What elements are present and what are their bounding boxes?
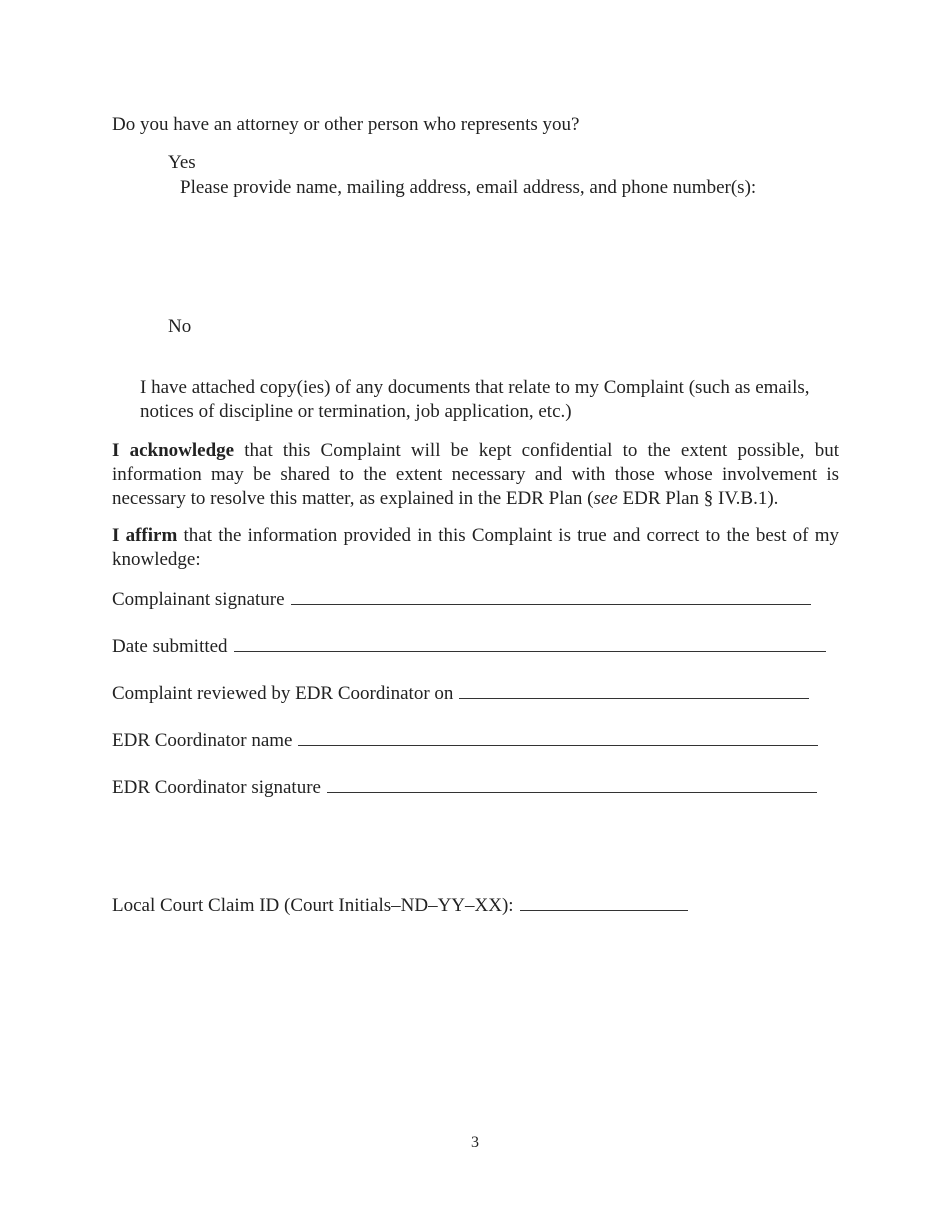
acknowledge-text-before: that this Complaint will be kept confidential to the extent possible, but information may be shared to the extent necessary and with those whose involvement is necessary to resolve this matter, as explained in the EDR Plan (: [112, 440, 839, 509]
date-submitted-line[interactable]: [234, 633, 826, 652]
affirm-text: that the information provided in this Complaint is true and correct to the best of my knowledge:: [112, 525, 839, 570]
acknowledge-italic: see: [593, 488, 618, 509]
representative-details-area[interactable]: [180, 205, 840, 305]
no-option[interactable]: No: [168, 316, 192, 337]
reviewed-on-line[interactable]: [459, 680, 809, 699]
coordinator-name-label: EDR Coordinator name: [112, 730, 293, 751]
complainant-signature-label: Complainant signature: [112, 589, 285, 610]
coordinator-name-line[interactable]: [298, 727, 818, 746]
coordinator-signature-label: EDR Coordinator signature: [112, 777, 321, 798]
claim-id-field[interactable]: [112, 892, 688, 918]
claim-id-label: Local Court Claim ID (Court Initials–ND–YY–XX):: [112, 895, 514, 916]
coordinator-name-field[interactable]: [112, 727, 818, 753]
yes-option[interactable]: Yes: [168, 152, 196, 173]
complainant-signature-line[interactable]: [291, 586, 811, 605]
acknowledge-paragraph: [112, 439, 839, 511]
acknowledge-lead: I acknowledge: [112, 440, 235, 461]
reviewed-on-field[interactable]: [112, 680, 809, 706]
coordinator-signature-field[interactable]: [112, 774, 817, 800]
reviewed-on-label: Complaint reviewed by EDR Coordinator on: [112, 683, 454, 704]
claim-id-line[interactable]: [520, 892, 688, 911]
attachments-statement[interactable]: I have attached copy(ies) of any documents that relate to my Complaint (such as emails, notices of discipline or termination, job application, etc.): [140, 377, 810, 422]
attorney-question: Do you have an attorney or other person who represents you?: [112, 114, 580, 135]
complainant-signature-field[interactable]: [112, 586, 811, 612]
affirm-paragraph: [112, 524, 839, 572]
coordinator-signature-line[interactable]: [327, 774, 817, 793]
acknowledge-text-after: EDR Plan § IV.B.1).: [617, 488, 779, 509]
yes-details-prompt: Please provide name, mailing address, email address, and phone number(s):: [180, 177, 757, 198]
page-number: 3: [471, 1134, 479, 1151]
affirm-lead: I affirm: [112, 525, 178, 546]
date-submitted-field[interactable]: [112, 633, 826, 659]
date-submitted-label: Date submitted: [112, 636, 228, 657]
